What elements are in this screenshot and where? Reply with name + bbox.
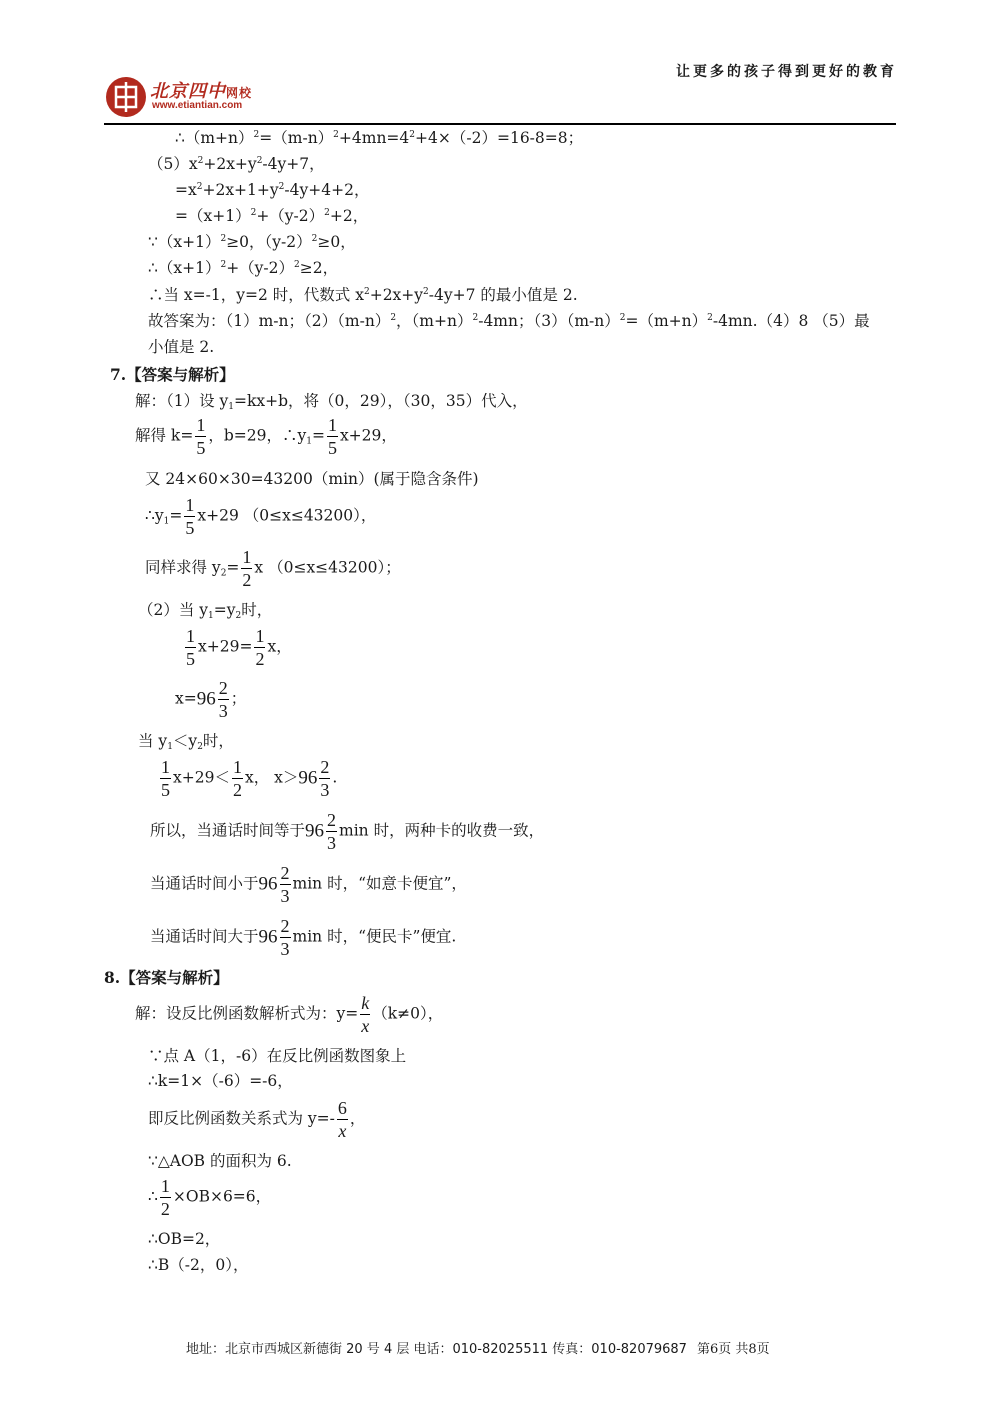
fraction: $\frac{2}{3}$ [320, 757, 330, 800]
fraction: $\frac{1}{5}$ [185, 495, 195, 538]
q7-line-12: 当通话时间小于96 $\frac{2}{3}$ min 时，“如意卡便宜”， [150, 863, 467, 906]
header-rule [104, 123, 896, 125]
q8-line-7: ∴OB=2， [148, 1230, 221, 1248]
fraction: $\frac{2}{3}$ [280, 863, 290, 906]
q8-line-6: ∴ $\frac{1}{2}$ ×OB×6=6， [148, 1176, 272, 1219]
eq-line-6: $\therefore(x+1)^2+(y-2)^2\ge 2$， [148, 259, 339, 277]
brand-name: 北京四中网校 [150, 81, 253, 102]
header-slogan: 让更多的孩子得到更好的教育 [676, 64, 897, 80]
fraction: $\frac{1}{2}$ [255, 626, 265, 669]
q8-line-1: 解：设反比例函数解析式为：y= $\frac{k}{x}$ （k≠0）， [135, 993, 444, 1036]
q7-line-13: 当通话时间大于96 $\frac{2}{3}$ min 时，“便民卡”便宜. [150, 916, 457, 959]
q7-heading: 7.【答案与解析】 [110, 365, 235, 384]
q7-line-7: $\frac{1}{5}$ x+29= $\frac{1}{2}$ x， [186, 626, 292, 669]
q7-line-2: 解得 k= $\frac{1}{5}$ ，b=29，$\therefore y_1=$ $\frac{1}{5}$ x+29， [135, 415, 397, 458]
answer-line: 故答案为：（1）m-n；$(2)(m-n)^2$，$(m+n)^2-4mn$；$(3)(m-n)^2=(m+n)^2-4mn.(4)8$ （5）最 [148, 312, 870, 330]
eq-line-4: $=(x+1)^2+(y-2)^2+2$， [175, 207, 369, 225]
fraction: $\frac{1}{2}$ [160, 1176, 170, 1219]
q8-line-4: 即反比例函数关系式为 y=- $\frac{6}{x}$ ， [148, 1098, 366, 1141]
q7-line-11: 所以，当通话时间等于96 $\frac{2}{3}$ min 时，两种卡的收费一致， [150, 810, 545, 853]
eq-line-7: ∴当 x=-1，y=2 时，代数式 $x^2+2x+y^2-4y+7$ 的最小值是 2. [148, 286, 578, 304]
brand-url: www.etiantian.com [152, 100, 243, 111]
eq-line-5: $\because(x+1)^2\ge 0$，$(y-2)^2\ge 0$， [148, 233, 356, 251]
fraction: $\frac{2}{3}$ [218, 678, 228, 721]
page-footer [186, 1338, 770, 1357]
q8-line-2: ∵点 A（1，-6）在反比例函数图象上 [148, 1047, 407, 1065]
q8-line-3: ∴k=1×（-6）=-6， [148, 1072, 293, 1090]
fraction: $\frac{6}{x}$ [337, 1098, 347, 1141]
q7-line-9: 当 $y_1<y_2$时， [138, 732, 234, 752]
answer-line-cont: 小值是 2. [148, 338, 215, 356]
eq-line-3: $=x^2+2x+1+y^2-4y+4+2$， [175, 181, 370, 199]
q8-line-5: ∵△AOB 的面积为 6. [148, 1152, 292, 1170]
q7-line-6: （2）当 $y_1=y_2$时， [138, 601, 273, 621]
fraction: $\frac{2}{3}$ [280, 916, 290, 959]
fraction: $\frac{1}{2}$ [232, 757, 242, 800]
q7-line-3: 又 24×60×30=43200（min）(属于隐含条件) [145, 470, 479, 488]
fraction: $\frac{1}{5}$ [327, 415, 337, 458]
fraction: $\frac{1}{5}$ [161, 757, 170, 800]
fraction: $\frac{1}{5}$ [186, 626, 195, 669]
fraction: $\frac{k}{x}$ [361, 993, 370, 1036]
fraction: $\frac{2}{3}$ [327, 810, 337, 853]
q7-line-10: $\frac{1}{5}$ x+29＜ $\frac{1}{2}$ x， x＞96 $\frac{2}{3}$ . [161, 757, 338, 800]
q7-line-1: 解：（1）设 $y_1=kx+b$，将（0，29），（30，35）代入， [135, 392, 528, 412]
q7-line-8: x=96 $\frac{2}{3}$ ； [175, 678, 247, 721]
footer-address: 地址：北京市西城区新德街 20 号 4 层 电话：010-82025511 传真：010-82079687 [186, 1342, 687, 1357]
q7-line-5: 同样求得 $y_2=$ $\frac{1}{2}$ x （0≤x≤43200）； [145, 547, 401, 590]
fraction: $\frac{1}{2}$ [242, 547, 252, 590]
fraction: $\frac{1}{5}$ [196, 415, 206, 458]
q8-heading: 8.【答案与解析】 [104, 968, 229, 987]
q7-line-4: $\therefore y_1=$ $\frac{1}{5}$ x+29 （0≤x≤43200）， [145, 495, 377, 538]
eq-line-2: $(5)x^2+2x+y^2-4y+7$， [148, 155, 325, 173]
eq-line-1: $\therefore(m+n)^2=(m-n)^2+4mn=4^2+4\times(-2)=16-8=8$； [175, 129, 584, 147]
page-number: 第6页 共8页 [696, 1342, 770, 1357]
q8-line-8: ∴B（-2，0）， [148, 1256, 249, 1274]
